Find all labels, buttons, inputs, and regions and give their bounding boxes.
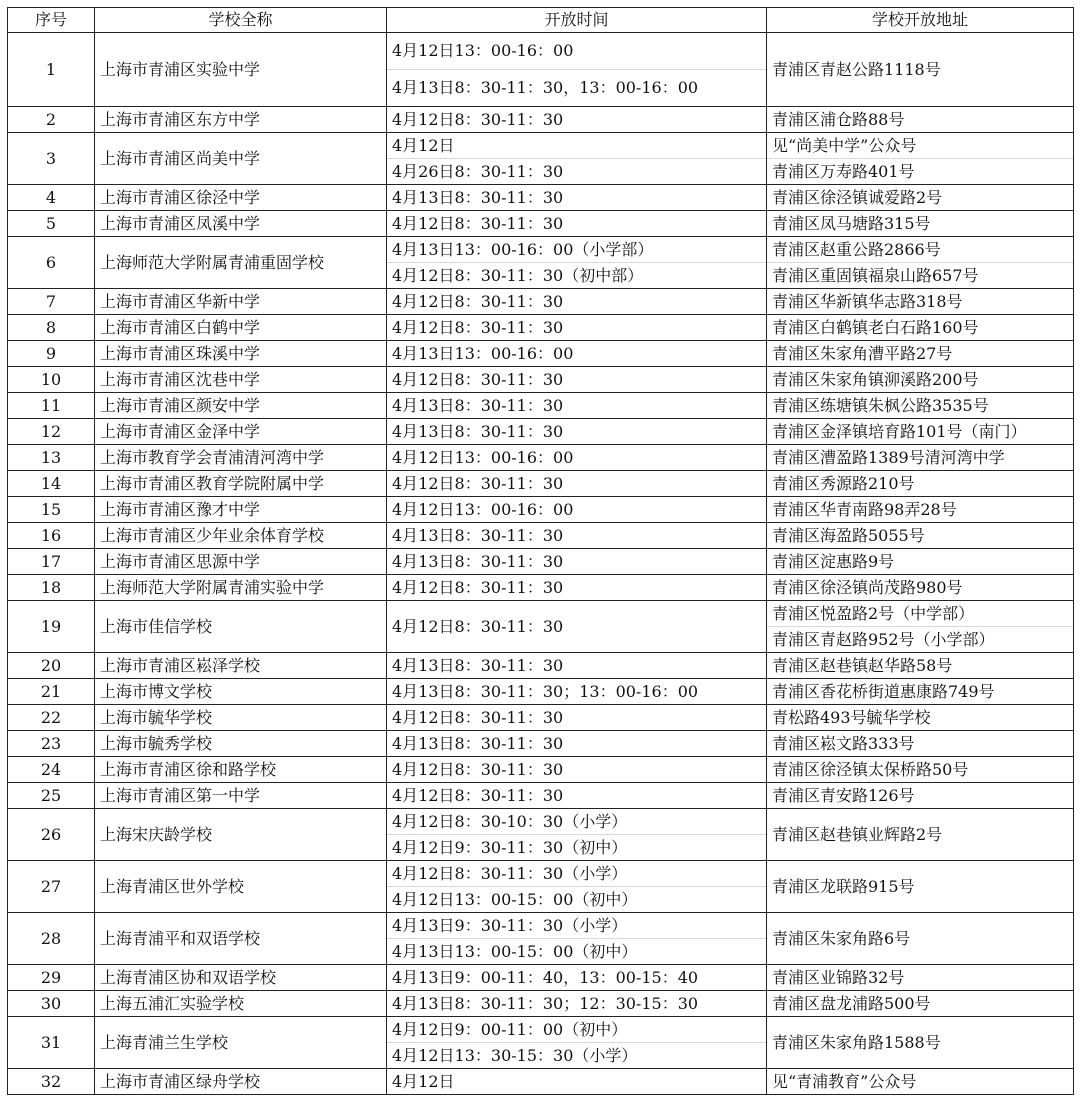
open-address: 青浦区金泽镇培育路101号（南门） [772,422,1027,441]
open-address-cell [767,653,1074,679]
open-address-cell [767,1017,1074,1069]
table-body [8,33,1074,1095]
school-name: 上海市毓秀学校 [95,731,387,757]
school-name: 上海青浦平和双语学校 [95,913,387,965]
row-index: 27 [8,861,95,913]
open-time: 4月12日 [392,136,455,155]
open-address: 青浦区朱家角漕平路27号 [772,344,953,363]
school-name: 上海青浦区协和双语学校 [95,965,387,991]
table-row [8,731,1074,757]
open-time: 4月12日13：00-16：00 [392,500,574,519]
table-row [8,991,1074,1017]
open-time: 4月13日9：30-11：30（小学） [392,916,628,935]
open-address: 青浦区青赵公路1118号 [772,60,941,79]
open-time-cell [387,185,767,211]
school-name: 上海市青浦区崧泽学校 [95,653,387,679]
open-address: 青浦区崧文路333号 [772,734,915,753]
row-index: 12 [8,419,95,445]
open-time: 4月13日8：30-11：30；13：00-16：00 [392,682,699,701]
open-time-cell [387,679,767,705]
school-name: 上海市青浦区思源中学 [95,549,387,575]
open-time: 4月13日8：30-11：30，13：00-16：00 [387,69,766,106]
row-index: 31 [8,1017,95,1069]
open-time-cell [387,705,767,731]
open-address: 青浦区青赵路952号（小学部） [767,626,1073,652]
open-time: 4月12日8：30-11：30 [392,708,564,727]
open-time: 4月13日8：30-11：30 [392,552,564,571]
school-name: 上海师范大学附属青浦实验中学 [95,575,387,601]
open-time: 4月12日13：00-16：00 [392,448,574,467]
open-address: 青浦区香花桥街道惠康路749号 [772,682,995,701]
open-time: 4月12日9：00-11：00（初中） [392,1020,628,1039]
table-row [8,289,1074,315]
open-time-cell [387,653,767,679]
table-row [8,1017,1074,1069]
row-index: 9 [8,341,95,367]
row-index: 28 [8,913,95,965]
open-time-cell [387,601,767,653]
open-address: 青浦区朱家角镇泖溪路200号 [772,370,979,389]
open-address: 青浦区赵巷镇业辉路2号 [772,825,943,844]
open-address: 青浦区海盈路5055号 [772,526,925,545]
school-name: 上海市青浦区华新中学 [95,289,387,315]
row-index: 6 [8,237,95,289]
table-row [8,497,1074,523]
school-name: 上海师范大学附属青浦重固学校 [95,237,387,289]
open-address-cell [767,33,1074,107]
open-address: 见“尚美中学”公众号 [772,136,917,155]
open-time-cell [387,419,767,445]
open-time-cell [387,33,767,107]
open-time-cell [387,393,767,419]
table-row [8,523,1074,549]
row-index: 16 [8,523,95,549]
open-time-cell [387,575,767,601]
open-address-cell [767,237,1074,289]
open-address-cell [767,575,1074,601]
open-time-cell [387,445,767,471]
open-address: 青浦区青安路126号 [772,786,915,805]
table-row [8,341,1074,367]
open-time: 4月13日8：30-11：30 [392,734,564,753]
open-address: 见“青浦教育”公众号 [772,1072,917,1091]
table-row [8,965,1074,991]
open-time: 4月26日8：30-11：30 [387,158,766,184]
table-row [8,315,1074,341]
header-row [8,8,1074,33]
school-name: 上海市青浦区第一中学 [95,783,387,809]
open-address: 青浦区白鹤镇老白石路160号 [772,318,979,337]
open-address: 青浦区练塘镇朱枫公路3535号 [772,396,989,415]
table-row [8,861,1074,913]
open-address-cell [767,549,1074,575]
open-time-cell [387,965,767,991]
open-address: 青浦区浦仓路88号 [772,110,905,129]
table-row [8,601,1074,653]
open-time-cell [387,133,767,185]
school-name: 上海市佳信学校 [95,601,387,653]
school-name: 上海市青浦区徐泾中学 [95,185,387,211]
open-time: 4月13日8：30-11：30 [392,188,564,207]
open-time-cell [387,731,767,757]
table-row [8,185,1074,211]
table-row [8,575,1074,601]
open-address-cell [767,809,1074,861]
row-index: 20 [8,653,95,679]
open-time-cell [387,107,767,133]
table-row [8,783,1074,809]
open-time: 4月12日 [392,1072,455,1091]
row-index: 32 [8,1069,95,1095]
open-address-cell [767,211,1074,237]
open-time: 4月13日8：30-11：30；12：30-15：30 [392,994,699,1013]
school-name: 上海市青浦区珠溪中学 [95,341,387,367]
school-name: 上海市青浦区金泽中学 [95,419,387,445]
open-time-cell [387,497,767,523]
open-time: 4月12日8：30-11：30 [392,110,564,129]
open-address: 青浦区淀惠路9号 [772,552,895,571]
open-address: 青浦区徐泾镇太保桥路50号 [772,760,969,779]
open-address-cell [767,107,1074,133]
open-address: 青浦区徐泾镇尚茂路980号 [772,578,963,597]
row-index: 23 [8,731,95,757]
table-row [8,367,1074,393]
table-row [8,445,1074,471]
school-name: 上海市博文学校 [95,679,387,705]
open-time: 4月12日8：30-11：30 [392,578,564,597]
open-address: 青浦区凤马塘路315号 [772,214,931,233]
open-time: 4月13日8：30-11：30 [392,656,564,675]
school-name: 上海市青浦区凤溪中学 [95,211,387,237]
open-time-cell [387,991,767,1017]
table-row [8,913,1074,965]
open-time-cell [387,757,767,783]
open-time: 4月12日8：30-11：30（小学） [392,864,628,883]
school-name: 上海市青浦区绿舟学校 [95,1069,387,1095]
open-time-cell [387,1069,767,1095]
row-index: 21 [8,679,95,705]
table-row [8,211,1074,237]
school-name: 上海青浦兰生学校 [95,1017,387,1069]
open-address-cell [767,679,1074,705]
row-index: 11 [8,393,95,419]
open-address-cell [767,757,1074,783]
open-address-cell [767,1069,1074,1095]
open-address-cell [767,341,1074,367]
open-address-cell [767,601,1074,653]
open-address-cell [767,367,1074,393]
open-time: 4月13日8：30-11：30 [392,526,564,545]
open-time-cell [387,809,767,861]
row-index: 26 [8,809,95,861]
open-time-cell [387,523,767,549]
open-address: 青浦区华新镇华志路318号 [772,292,963,311]
table-row [8,237,1074,289]
open-time-cell [387,1017,767,1069]
open-time: 4月12日8：30-11：30（初中部） [387,262,766,288]
row-index: 1 [8,33,95,107]
row-index: 4 [8,185,95,211]
open-address-cell [767,133,1074,185]
open-address-cell [767,471,1074,497]
table-row [8,705,1074,731]
open-address-cell [767,861,1074,913]
open-address: 青浦区盘龙浦路500号 [772,994,931,1013]
open-time: 4月12日8：30-11：30 [392,617,564,636]
open-time: 4月13日13：00-15：00（初中） [387,938,766,964]
row-index: 13 [8,445,95,471]
open-time: 4月13日13：00-16：00（小学部） [392,240,654,259]
open-time: 4月13日13：00-16：00 [392,344,574,363]
open-address: 青浦区漕盈路1389号清河湾中学 [772,448,1005,467]
school-name: 上海市青浦区实验中学 [95,33,387,107]
school-open-day-table [7,7,1074,1095]
open-address-cell [767,185,1074,211]
table-row [8,757,1074,783]
open-time: 4月13日8：30-11：30 [392,396,564,415]
row-index: 5 [8,211,95,237]
open-time-cell [387,367,767,393]
open-time: 4月12日8：30-11：30 [392,474,564,493]
open-time: 4月12日8：30-11：30 [392,214,564,233]
school-name: 上海市青浦区尚美中学 [95,133,387,185]
open-time-cell [387,549,767,575]
open-time-cell [387,861,767,913]
row-index: 25 [8,783,95,809]
row-index: 24 [8,757,95,783]
school-name: 上海市教育学会青浦清河湾中学 [95,445,387,471]
open-address-cell [767,315,1074,341]
open-address-cell [767,419,1074,445]
table-row [8,1069,1074,1095]
school-name: 上海市青浦区白鹤中学 [95,315,387,341]
school-name: 上海市青浦区豫才中学 [95,497,387,523]
open-time: 4月13日8：30-11：30 [392,422,564,441]
table-row [8,107,1074,133]
row-index: 18 [8,575,95,601]
open-address: 青浦区赵重公路2866号 [772,240,941,259]
table-row [8,809,1074,861]
open-address-cell [767,289,1074,315]
row-index: 30 [8,991,95,1017]
school-name: 上海宋庆龄学校 [95,809,387,861]
open-address: 青浦区悦盈路2号（中学部） [772,604,975,623]
open-address: 青浦区朱家角路1588号 [772,1033,941,1052]
open-time-cell [387,913,767,965]
row-index: 22 [8,705,95,731]
row-index: 2 [8,107,95,133]
open-address-cell [767,731,1074,757]
open-address-cell [767,705,1074,731]
open-time: 4月12日8：30-11：30 [392,370,564,389]
row-index: 10 [8,367,95,393]
table-row [8,33,1074,107]
school-name: 上海青浦区世外学校 [95,861,387,913]
open-time: 4月12日8：30-11：30 [392,292,564,311]
open-address: 青浦区重固镇福泉山路657号 [767,262,1073,288]
school-name: 上海市毓华学校 [95,705,387,731]
open-time: 4月12日8：30-10：30（小学） [392,812,628,831]
row-index: 17 [8,549,95,575]
header-address: 学校开放地址 [767,8,1074,33]
open-address: 青浦区秀源路210号 [772,474,915,493]
open-address-cell [767,393,1074,419]
open-time: 4月12日13：30-15：30（小学） [387,1042,766,1068]
open-time: 4月12日8：30-11：30 [392,786,564,805]
table-row [8,471,1074,497]
open-time-cell [387,471,767,497]
open-time-cell [387,211,767,237]
school-name: 上海五浦汇实验学校 [95,991,387,1017]
open-address-cell [767,913,1074,965]
open-time-cell [387,341,767,367]
school-name: 上海市青浦区少年业余体育学校 [95,523,387,549]
open-address: 青松路493号毓华学校 [772,708,931,727]
school-name: 上海市青浦区颜安中学 [95,393,387,419]
open-address: 青浦区万寿路401号 [767,158,1073,184]
open-time-cell [387,315,767,341]
school-name: 上海市青浦区东方中学 [95,107,387,133]
header-school: 学校全称 [95,8,387,33]
table-row [8,133,1074,185]
table-row [8,549,1074,575]
row-index: 7 [8,289,95,315]
open-address: 青浦区赵巷镇赵华路58号 [772,656,953,675]
open-time: 4月12日8：30-11：30 [392,318,564,337]
open-time: 4月12日13：00-16：00 [392,41,574,60]
row-index: 19 [8,601,95,653]
school-name: 上海市青浦区徐和路学校 [95,757,387,783]
table-row [8,393,1074,419]
open-time: 4月13日9：00-11：40，13：00-15：40 [392,968,699,987]
header-time: 开放时间 [387,8,767,33]
row-index: 15 [8,497,95,523]
row-index: 8 [8,315,95,341]
table-row [8,679,1074,705]
row-index: 29 [8,965,95,991]
open-address: 青浦区业锦路32号 [772,968,905,987]
header-index: 序号 [8,8,95,33]
open-address: 青浦区龙联路915号 [772,877,915,896]
open-time: 4月12日8：30-11：30 [392,760,564,779]
school-name: 上海市青浦区沈巷中学 [95,367,387,393]
school-name: 上海市青浦区教育学院附属中学 [95,471,387,497]
row-index: 14 [8,471,95,497]
open-address-cell [767,991,1074,1017]
open-address-cell [767,523,1074,549]
table-row [8,653,1074,679]
open-address: 青浦区徐泾镇诚爱路2号 [772,188,943,207]
open-time-cell [387,289,767,315]
row-index: 3 [8,133,95,185]
table-row [8,419,1074,445]
open-address: 青浦区朱家角路6号 [772,929,911,948]
open-address-cell [767,445,1074,471]
open-time-cell [387,237,767,289]
open-address-cell [767,497,1074,523]
open-address-cell [767,783,1074,809]
open-time-cell [387,783,767,809]
open-time: 4月12日13：00-15：00（初中） [387,886,766,912]
open-time: 4月12日9：30-11：30（初中） [387,834,766,860]
open-address-cell [767,965,1074,991]
open-address: 青浦区华青南路98弄28号 [772,500,957,519]
